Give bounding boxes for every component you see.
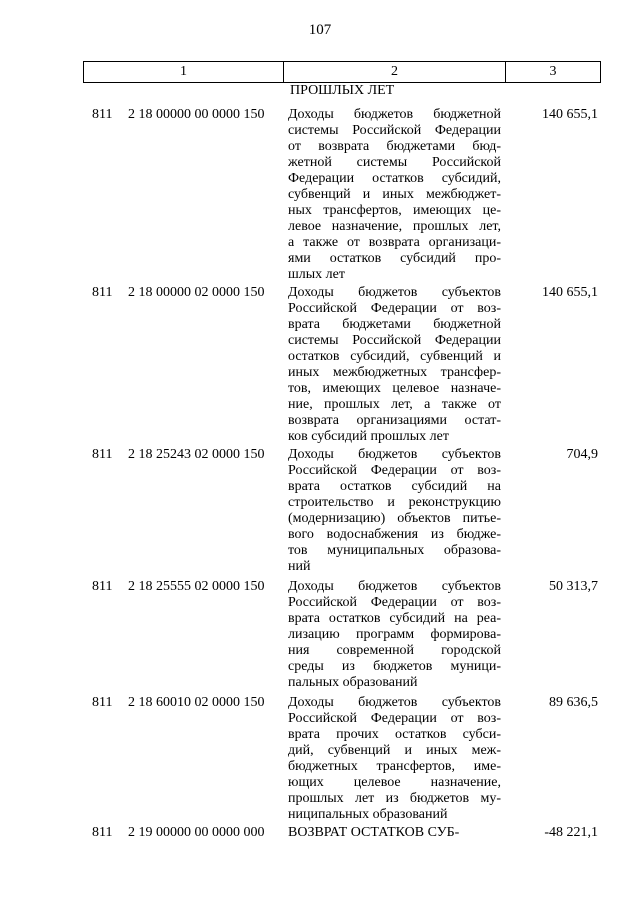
budget-code: 2 18 00000 00 0000 150: [128, 107, 265, 122]
amount: -48 221,1: [544, 825, 598, 840]
header-col-2: 2: [284, 62, 506, 82]
description-line: а также от возврата организаци-: [288, 235, 501, 250]
description-line: тов, имеющих целевое назначе-: [288, 381, 501, 396]
description-line: (модернизацию) объектов питье-: [288, 511, 501, 526]
budget-code: 2 18 25243 02 0000 150: [128, 447, 265, 462]
description-line: тов муниципальных образова-: [288, 543, 501, 558]
budget-code: 2 18 60010 02 0000 150: [128, 695, 265, 710]
description-line: иных межбюджетных трансфер-: [288, 365, 501, 380]
description-line: ющих целевое назначение,: [288, 775, 501, 790]
admin-code: 811: [92, 285, 113, 300]
description: [288, 579, 501, 691]
description-line: субвенций и иных межбюджет-: [288, 187, 501, 202]
description-line: Доходы бюджетов субъектов: [288, 579, 501, 594]
admin-code: 811: [92, 447, 113, 462]
header-col-3: 3: [549, 64, 557, 79]
header-col-1: 1: [84, 62, 284, 82]
description-line: Федерации остатков субсидий,: [288, 171, 501, 186]
description-line: врата остатков субсидий на: [288, 479, 501, 494]
description-line: системы Российской Федерации: [288, 123, 501, 138]
description-line: вого водоснабжения из бюдже-: [288, 527, 501, 542]
description-line: ных трансфертов, имеющих це-: [288, 203, 501, 218]
description-line: Российской Федерации от воз-: [288, 711, 501, 726]
description-line: Доходы бюджетов бюджетной: [288, 107, 501, 122]
amount: 140 655,1: [542, 107, 598, 122]
description: [288, 285, 501, 445]
description-line: ВОЗВРАТ ОСТАТКОВ СУБ-: [288, 825, 460, 840]
budget-code: 2 18 00000 02 0000 150: [128, 285, 265, 300]
description: [288, 107, 501, 283]
description-line: ния современной городской: [288, 643, 501, 658]
description-line: ний: [288, 559, 311, 574]
admin-code: 811: [92, 107, 113, 122]
budget-code: 2 19 00000 00 0000 000: [128, 825, 265, 840]
amount: 50 313,7: [549, 579, 598, 594]
description-line: Российской Федерации от воз-: [288, 595, 501, 610]
description: [288, 695, 501, 823]
description-line: Доходы бюджетов субъектов: [288, 695, 501, 710]
admin-code: 811: [92, 695, 113, 710]
description-line: ниципальных образований: [288, 807, 448, 822]
description-line: среды из бюджетов муници-: [288, 659, 501, 674]
admin-code: 811: [92, 825, 113, 840]
description-line: ков субсидий прошлых лет: [288, 429, 449, 444]
description-line: Российской Федерации от воз-: [288, 301, 501, 316]
description-line: прошлых лет из бюджетов му-: [288, 791, 501, 806]
page-number: 107: [308, 22, 332, 38]
description-line: Российской Федерации от воз-: [288, 463, 501, 478]
description-line: дий, субвенций и иных меж-: [288, 743, 501, 758]
description-line: шлых лет: [288, 267, 345, 282]
description-line: врата прочих остатков субси-: [288, 727, 501, 742]
description-line: левое назначение, прошлых лет,: [288, 219, 501, 234]
description-line: Доходы бюджетов субъектов: [288, 447, 501, 462]
description-line: ями остатков субсидий про-: [288, 251, 501, 266]
table-header: [83, 61, 601, 83]
description-line: возврата организациями остат-: [288, 413, 501, 428]
carryover-text: ПРОШЛЫХ ЛЕТ: [290, 83, 395, 98]
description-line: врата бюджетами бюджетной: [288, 317, 501, 332]
description-line: пальных образований: [288, 675, 418, 690]
description: [288, 447, 501, 575]
amount: 140 655,1: [542, 285, 598, 300]
description-line: Доходы бюджетов субъектов: [288, 285, 501, 300]
amount: 704,9: [566, 447, 598, 462]
admin-code: 811: [92, 579, 113, 594]
description-line: от возврата бюджетами бюд-: [288, 139, 501, 154]
amount: 89 636,5: [549, 695, 598, 710]
description: [288, 825, 501, 841]
description-line: системы Российской Федерации: [288, 333, 501, 348]
description-line: ние, прошлых лет, а также от: [288, 397, 501, 412]
description-line: жетной системы Российской: [288, 155, 501, 170]
description-line: лизацию программ формирова-: [288, 627, 501, 642]
description-line: строительство и реконструкцию: [288, 495, 501, 510]
description-line: бюджетных трансфертов, име-: [288, 759, 501, 774]
budget-code: 2 18 25555 02 0000 150: [128, 579, 265, 594]
description-line: врата остатков субсидий на реа-: [288, 611, 501, 626]
description-line: остатков субсидий, субвенций и: [288, 349, 501, 364]
